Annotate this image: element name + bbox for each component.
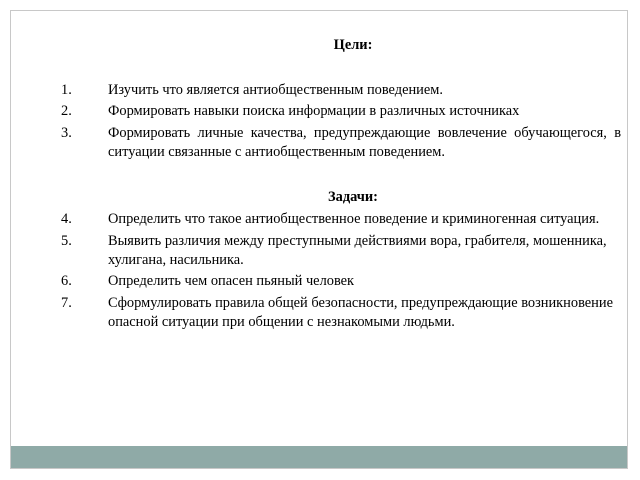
list-item-text: Определить что такое антиобщественное поведение и криминогенная ситуация. [108, 211, 600, 228]
list-item-text: Определить чем опасен пьяный человек [108, 273, 355, 290]
list-item-number: 1. [61, 81, 72, 98]
list-item [61, 232, 621, 269]
list-item [61, 81, 621, 100]
goals-list [61, 81, 621, 162]
list-item-text: Формировать навыки поиска информации в различных источниках [108, 103, 520, 120]
list-item [61, 294, 621, 331]
list-item-number: 2. [61, 103, 72, 120]
list-item [61, 210, 621, 229]
tasks-list [61, 210, 621, 331]
slide-frame [10, 10, 628, 469]
list-item-number: 5. [61, 233, 72, 250]
list-item [61, 272, 621, 291]
list-item-number: 7. [61, 295, 72, 312]
footer-bar [11, 446, 627, 468]
list-item-text: Изучить что является антиобщественным поведением. [108, 81, 443, 98]
list-item-number: 3. [61, 125, 72, 142]
list-item [61, 124, 621, 161]
list-item-text: Формировать личные качества, предупреждающие вовлечение обучающегося, в ситуации связанные с антиобщественным поведением. [108, 125, 621, 160]
list-item [61, 102, 621, 121]
list-item-number: 4. [61, 211, 72, 228]
goals-heading: Цели: [333, 37, 373, 53]
list-item-number: 6. [61, 273, 72, 290]
list-item-text: Выявить различия между преступными действиями вора, грабителя, мошенника, хулигана, насильника. [108, 233, 607, 268]
list-item-text: Сформулировать правила общей безопасности, предупреждающие возникновение опасной ситуации при общении с незнакомыми людьми. [108, 295, 613, 330]
tasks-heading: Задачи: [328, 188, 378, 205]
slide-content [61, 36, 621, 335]
